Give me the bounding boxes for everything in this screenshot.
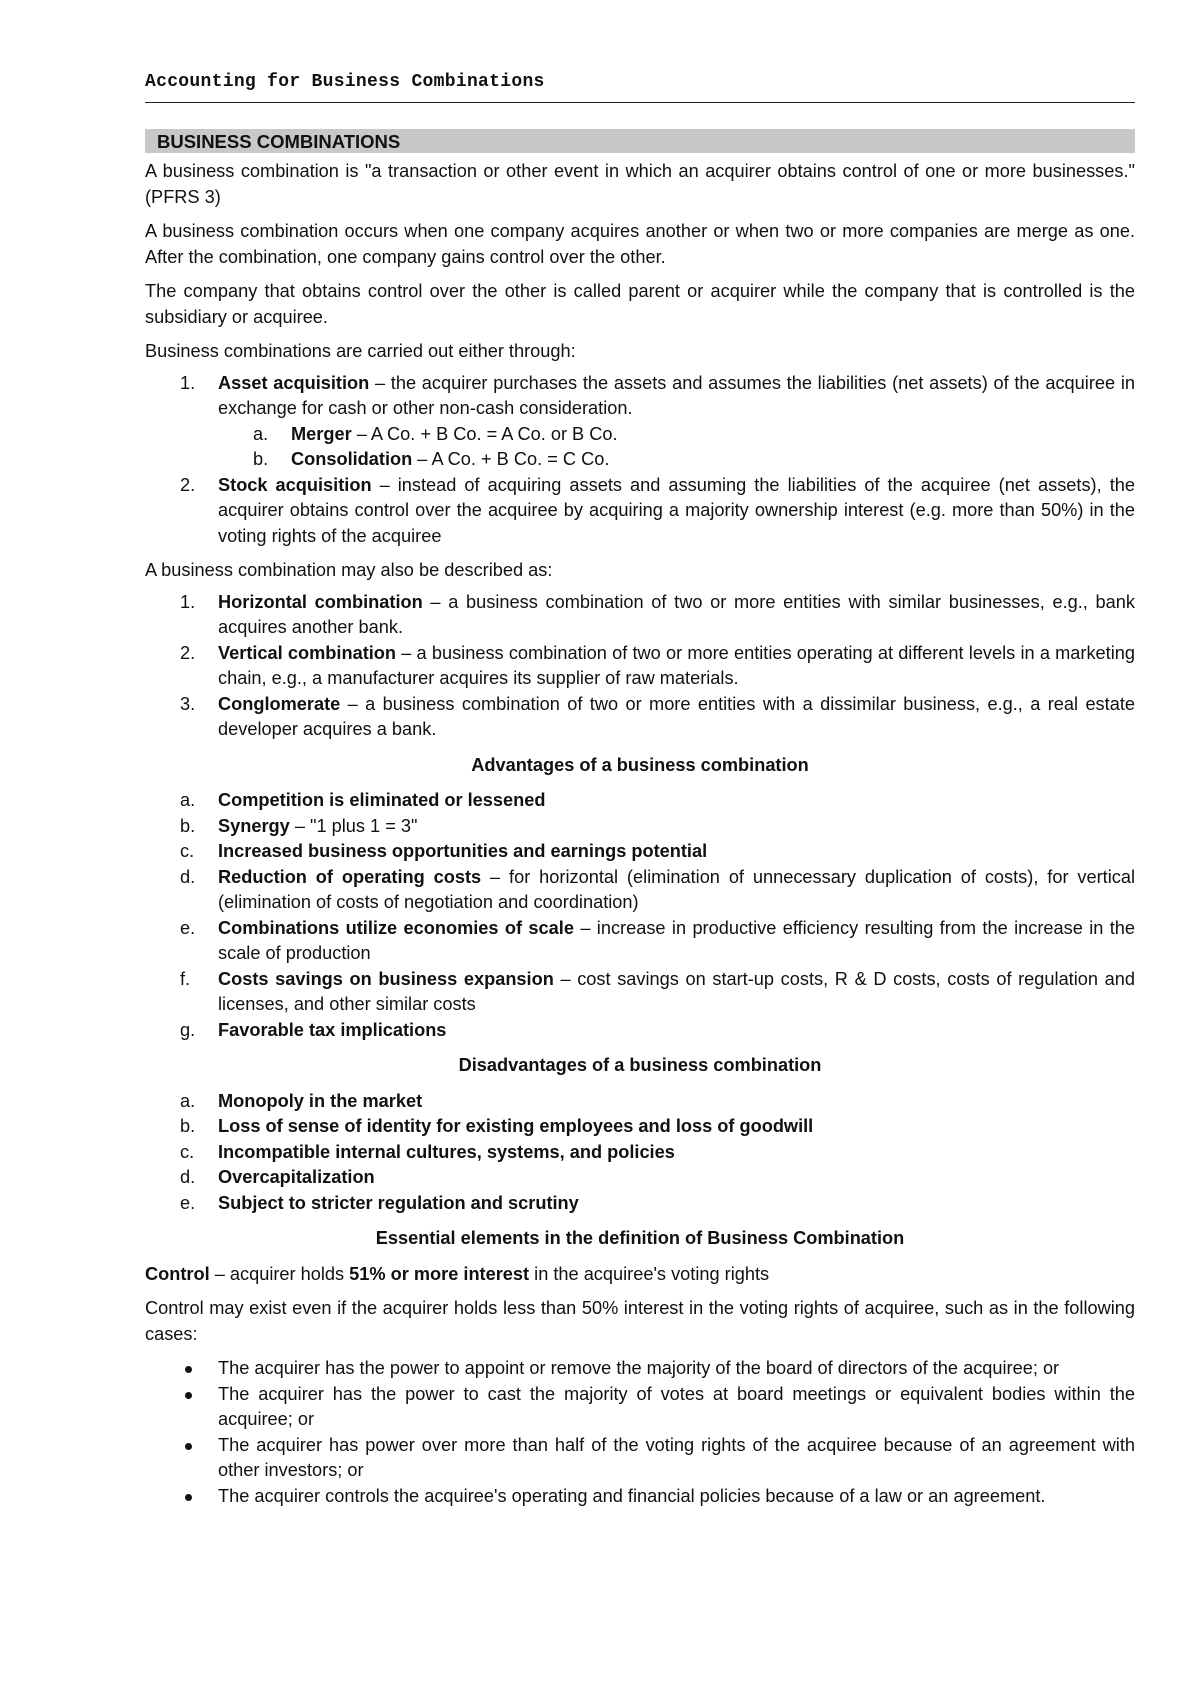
list-letter: b.: [180, 815, 196, 836]
bullet-icon: [185, 1392, 192, 1399]
control-cases-list: [145, 1356, 1135, 1509]
list-letter: b.: [180, 1116, 196, 1136]
bullet-icon: [185, 1366, 192, 1373]
list-item: [145, 1191, 1135, 1217]
bullet-icon: [185, 1443, 192, 1450]
list-item: [145, 1165, 1135, 1191]
essential-elements-heading: Essential elements in the definition of Business Combination: [375, 1228, 905, 1248]
list-item: [145, 1018, 1135, 1044]
description: – a business combination of two or more entities with a dissimilar business, e.g., a real estate developer acquires a bank.: [218, 693, 1135, 739]
term: Monopoly in the market: [218, 1090, 423, 1111]
list-item: [145, 590, 1135, 641]
list-letter: e.: [180, 1192, 196, 1213]
term: Loss of sense of identity for existing employees and loss of goodwill: [218, 1116, 814, 1136]
list-item: [145, 1114, 1135, 1140]
control-term: Control: [145, 1263, 210, 1284]
description: – for horizontal (elimination of unnecessary duplication of costs), for vertical (elimination of costs of negotiation and coordination): [218, 866, 1135, 912]
list-letter: f.: [180, 968, 191, 989]
description: – A Co. + B Co. = C Co.: [412, 449, 610, 469]
advantages-list: [145, 788, 1135, 1043]
list-item: [145, 692, 1135, 743]
term: Reduction of operating costs: [218, 866, 482, 887]
list-item: [145, 641, 1135, 692]
list-item: [145, 967, 1135, 1018]
advantages-heading: Advantages of a business combination: [471, 754, 809, 775]
control-threshold: 51% or more interest: [349, 1263, 530, 1284]
list-number: 2.: [180, 474, 196, 495]
term: Incompatible internal cultures, systems, and policies: [218, 1141, 675, 1162]
description: – increase in productive efficiency resulting from the increase in the scale of production: [218, 917, 1135, 963]
list-item: [145, 865, 1135, 916]
intro-paragraph-2: A business combination occurs when one company acquires another or when two or more companies are merge as one. After the combination, one company gains control over the other.: [145, 221, 1135, 267]
disadvantages-list: [145, 1089, 1135, 1217]
list-item: [145, 1140, 1135, 1166]
term: Stock acquisition: [218, 474, 372, 495]
list-item: [145, 1382, 1135, 1433]
methods-list: [145, 371, 1135, 550]
control-end: in the acquiree's voting rights: [529, 1263, 770, 1284]
list-letter: e.: [180, 917, 196, 938]
case-text: The acquirer has the power to appoint or remove the majority of the board of directors of the acquiree; or: [218, 1358, 1060, 1378]
list-number: 1.: [180, 591, 196, 612]
list-number: 1.: [180, 372, 196, 393]
list-item: [145, 371, 1135, 422]
described-intro: A business combination may also be described as:: [145, 560, 553, 580]
section-title: BUSINESS COMBINATIONS: [145, 129, 1135, 153]
list-letter: a.: [180, 790, 196, 810]
list-item: [145, 1356, 1135, 1382]
header-divider: [145, 102, 1135, 103]
list-letter: c.: [180, 1141, 195, 1162]
term: Conglomerate: [218, 693, 341, 714]
description: – the acquirer purchases the assets and assumes the liabilities (net assets) of the acquiree in exchange for cash or other non-cash consideration.: [218, 372, 1135, 418]
term: Costs savings on business expansion: [218, 968, 554, 989]
control-definition: [145, 1262, 1135, 1288]
list-letter: d.: [180, 866, 196, 887]
term: Horizontal combination: [218, 591, 423, 612]
list-letter: g.: [180, 1019, 196, 1040]
term: Competition is eliminated or lessened: [218, 790, 546, 810]
term: Consolidation: [291, 449, 413, 469]
term: Overcapitalization: [218, 1167, 375, 1187]
description: – a business combination of two or more entities operating at different levels in a marketing chain, e.g., a manufacturer acquires its supplier of raw materials.: [218, 642, 1135, 688]
page-header-title: Accounting for Business Combinations: [145, 72, 545, 92]
list-number: a.: [253, 423, 269, 444]
term: Favorable tax implications: [218, 1019, 447, 1040]
term: Merger: [291, 423, 352, 444]
case-text: The acquirer has the power to cast the majority of votes at board meetings or equivalent bodies within the acquiree; or: [218, 1383, 1135, 1429]
term: Subject to stricter regulation and scrutiny: [218, 1192, 579, 1213]
list-item: [145, 1089, 1135, 1115]
description: – "1 plus 1 = 3": [289, 815, 418, 836]
list-item: [145, 916, 1135, 967]
document-page: [145, 70, 1135, 1518]
list-number: 2.: [180, 642, 196, 663]
description: – a business combination of two or more entities with similar businesses, e.g., bank acquires another bank.: [218, 591, 1135, 637]
description: – cost savings on start-up costs, R & D costs, costs of regulation and licenses, and other similar costs: [218, 968, 1135, 1014]
description: – instead of acquiring assets and assuming the liabilities of the acquiree (net assets), the acquirer obtains control over the acquiree by acquiring a majority ownership interest (e.g. more than 50%) in the voting rights of the acquiree: [218, 474, 1135, 546]
list-item: [145, 788, 1135, 814]
control-note: Control may exist even if the acquirer holds less than 50% interest in the voting rights of acquiree, such as in the following cases:: [145, 1298, 1135, 1344]
list-item: [145, 1484, 1135, 1510]
term: Vertical combination: [218, 642, 397, 663]
list-item: [145, 814, 1135, 840]
list-item: [145, 839, 1135, 865]
case-text: The acquirer has power over more than half of the voting rights of the acquiree because of an agreement with other investors; or: [218, 1434, 1135, 1480]
term: Increased business opportunities and earnings potential: [218, 841, 708, 861]
list-item: [145, 422, 1135, 448]
intro-paragraph-1: A business combination is "a transaction or other event in which an acquirer obtains control of one or more businesses." (PFRS 3): [145, 161, 1135, 207]
disadvantages-heading: Disadvantages of a business combination: [458, 1055, 822, 1075]
list-letter: d.: [180, 1167, 196, 1187]
intro-paragraph-3: The company that obtains control over the other is called parent or acquirer while the company that is controlled is the subsidiary or acquiree.: [145, 281, 1135, 327]
description: – A Co. + B Co. = A Co. or B Co.: [351, 423, 618, 444]
list-number: b.: [253, 449, 269, 469]
list-item: [145, 1433, 1135, 1484]
list-letter: a.: [180, 1090, 196, 1111]
described-list: [145, 590, 1135, 743]
term: Asset acquisition: [218, 372, 370, 393]
intro-paragraph-4: Business combinations are carried out either through:: [145, 341, 576, 361]
case-text: The acquirer controls the acquiree's operating and financial policies because of a law or an agreement.: [218, 1485, 1046, 1506]
list-item: [145, 447, 1135, 473]
list-item: [145, 473, 1135, 550]
term: Combinations utilize economies of scale: [218, 917, 574, 938]
list-letter: c.: [180, 841, 195, 861]
term: Synergy: [218, 815, 290, 836]
control-mid: – acquirer holds: [209, 1263, 350, 1284]
bullet-icon: [185, 1494, 192, 1501]
list-number: 3.: [180, 693, 196, 714]
